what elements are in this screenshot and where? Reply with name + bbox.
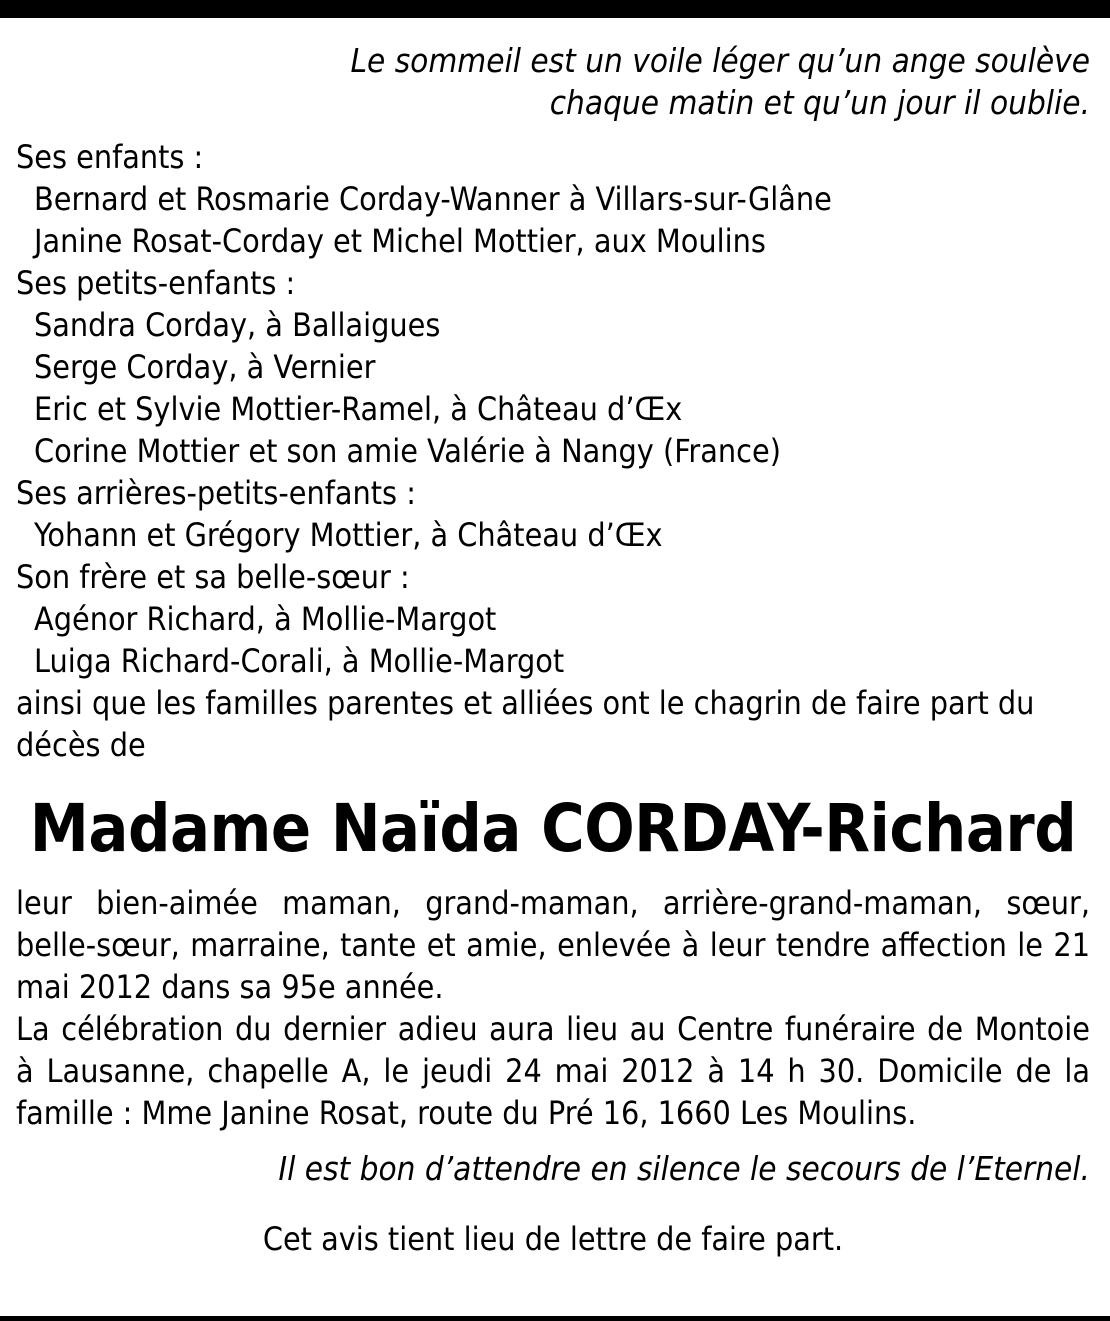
family-heading-grandchildren: Ses petits-enfants :: [16, 264, 296, 302]
epigraph: [16, 40, 1090, 124]
family-member: Luiga Richard-Corali, à Mollie-Margot: [34, 642, 565, 680]
epigraph-line-1: Le sommeil est un voile léger qu’un ange soulève: [350, 41, 1090, 80]
family-member: Bernard et Rosmarie Corday-Wanner à Villars-sur-Glâne: [34, 180, 832, 218]
family-heading-siblings: Son frère et sa belle-sœur :: [16, 558, 410, 596]
family-member: Eric et Sylvie Mottier-Ramel, à Château d’Œx: [34, 390, 683, 428]
ceremony-details: La célébration du dernier adieu aura lieu au Centre funéraire de Montoie à Lausanne, chapelle A, le jeudi 24 mai 2012 à 14 h 30. Domicile de la famille : Mme Janine Rosat, route du Pré 16, 1660 Les Moulins.: [16, 1010, 1090, 1132]
family-heading-great-grandchildren: Ses arrières-petits-enfants :: [16, 474, 416, 512]
deceased-name: Madame Naïda CORDAY-Richard: [29, 790, 1077, 867]
closing-quote: Il est bon d’attendre en silence le secours de l’Eternel.: [278, 1149, 1090, 1188]
family-heading-children: Ses enfants :: [16, 138, 204, 176]
epigraph-line-2: chaque matin et qu’un jour il oublie.: [549, 83, 1090, 122]
family-member: Corine Mottier et son amie Valérie à Nangy (France): [34, 432, 781, 470]
family-member: Yohann et Grégory Mottier, à Château d’Œx: [34, 516, 663, 554]
top-border-rule: [0, 0, 1110, 18]
deceased-description: leur bien-aimée maman, grand-maman, arrière-grand-maman, sœur, belle-sœur, marraine, tante et amie, enlevée à leur tendre affection le 21 mai 2012 dans sa 95e année.: [16, 884, 1090, 1006]
family-member: Serge Corday, à Vernier: [34, 348, 376, 386]
notice-statement: Cet avis tient lieu de lettre de faire part.: [262, 1220, 844, 1258]
family-list: [16, 136, 1090, 682]
bottom-border-rule: [0, 1316, 1110, 1321]
family-member: Agénor Richard, à Mollie-Margot: [34, 600, 497, 638]
announcement-intro: ainsi que les familles parentes et alliées ont le chagrin de faire part du décès de: [16, 684, 1035, 764]
family-member: Janine Rosat-Corday et Michel Mottier, aux Moulins: [34, 222, 766, 260]
obituary-notice: [16, 40, 1090, 1260]
family-member: Sandra Corday, à Ballaigues: [34, 306, 441, 344]
